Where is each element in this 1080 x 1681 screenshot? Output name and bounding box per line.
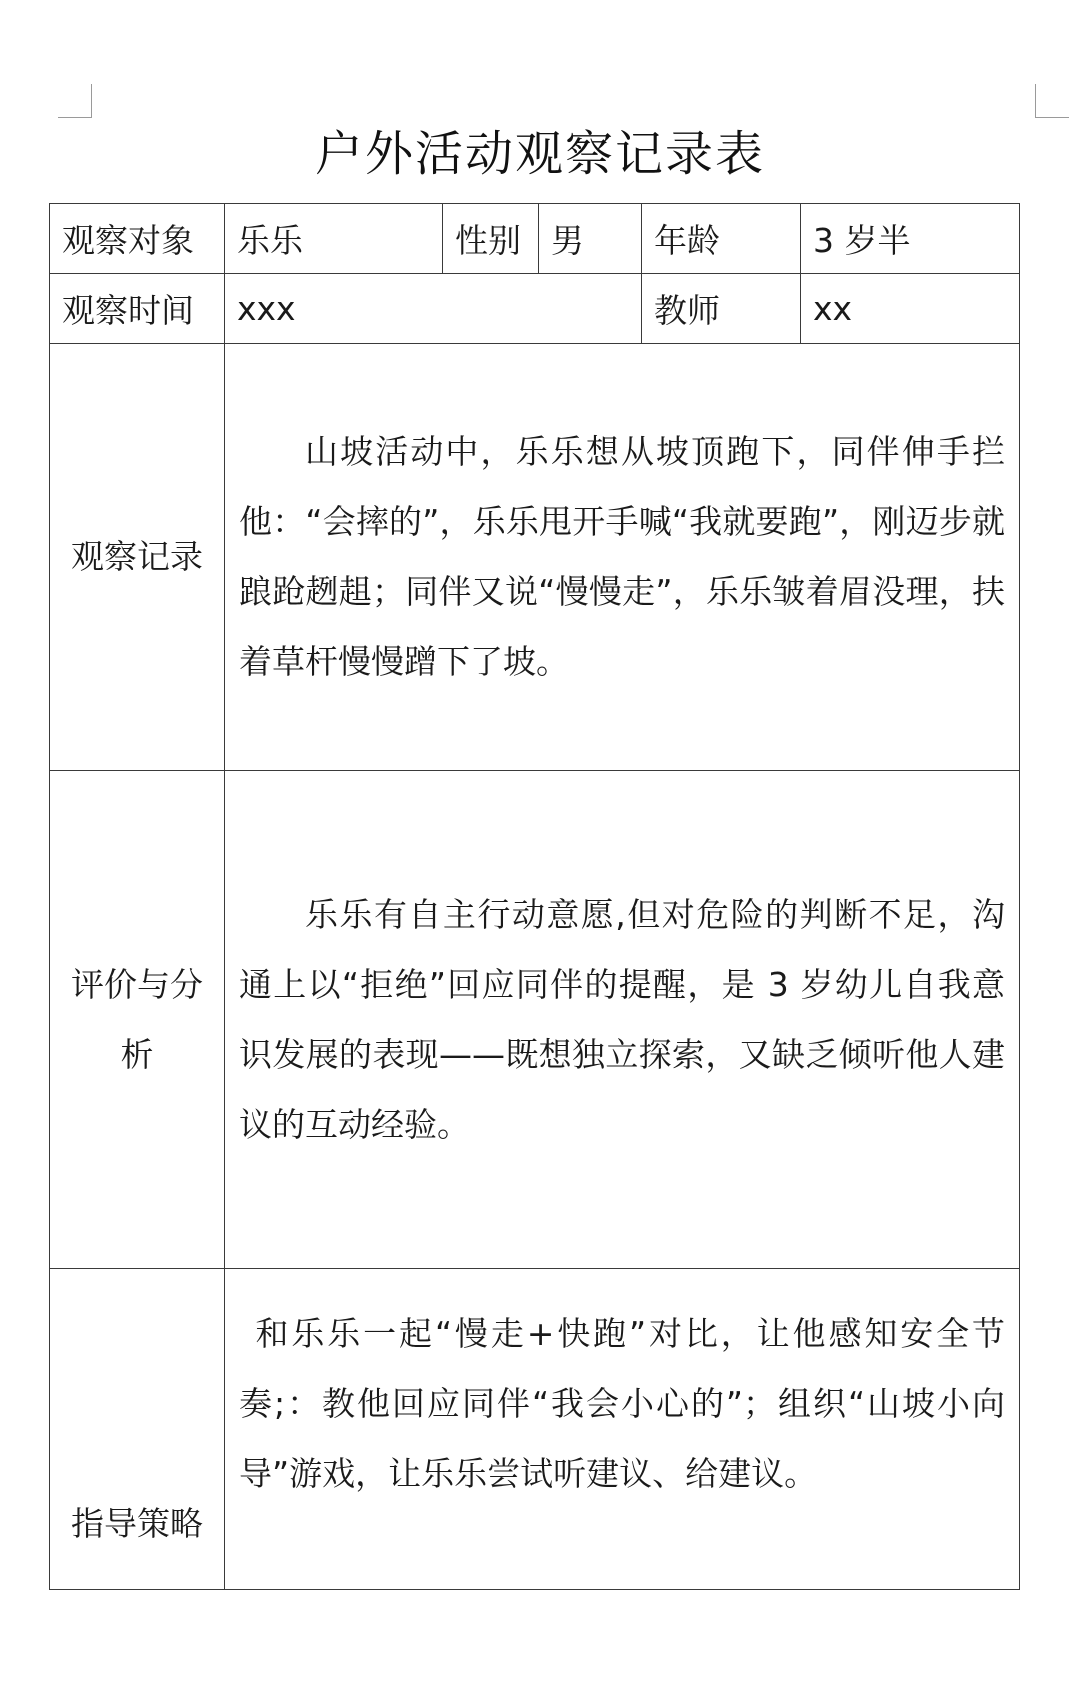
header-row-1 xyxy=(50,204,1020,274)
teacher-label: 教师 xyxy=(642,274,801,344)
time-label: 观察时间 xyxy=(50,274,225,344)
crop-mark-top-left xyxy=(58,84,92,118)
analysis-row xyxy=(50,771,1020,1269)
teacher-value: xx xyxy=(801,274,1020,344)
age-value: 3 岁半 xyxy=(801,204,1020,274)
page-title: 户外活动观察记录表 xyxy=(314,126,765,182)
record-cell xyxy=(225,344,1020,771)
strategy-label: 指导策略 xyxy=(50,1269,225,1590)
analysis-cell xyxy=(225,771,1020,1269)
observation-form-table xyxy=(49,203,1020,1590)
strategy-row xyxy=(50,1269,1020,1590)
strategy-cell xyxy=(225,1269,1020,1590)
record-row xyxy=(50,344,1020,771)
crop-mark-top-right xyxy=(1035,84,1069,118)
analysis-text: 乐乐有自主行动意愿,但对危险的判断不足，沟通上以“拒绝”回应同伴的提醒，是 3 岁幼儿自我意识发展的表现——既想独立探索，又缺乏倾听他人建议的互动经验。 xyxy=(239,894,1005,1144)
strategy-text: 和乐乐一起“慢走+快跑”对比，让他感知安全节奏;：教他回应同伴“我会小心的”；组织“山坡小向导”游戏，让乐乐尝试听建议、给建议。 xyxy=(239,1314,1005,1493)
header-row-2 xyxy=(50,274,1020,344)
analysis-label: 评价与分析 xyxy=(50,771,225,1269)
record-label: 观察记录 xyxy=(50,344,225,771)
subject-label: 观察对象 xyxy=(50,204,225,274)
age-label: 年龄 xyxy=(642,204,801,274)
gender-label: 性别 xyxy=(443,204,539,274)
subject-value: 乐乐 xyxy=(225,204,443,274)
gender-value: 男 xyxy=(539,204,642,274)
record-text: 山坡活动中，乐乐想从坡顶跑下，同伴伸手拦他：“会摔的”，乐乐甩开手喊“我就要跑”，刚迈步就踉跄趔趄；同伴又说“慢慢走”，乐乐皱着眉没理，扶着草杆慢慢蹭下了坡。 xyxy=(239,432,1005,681)
time-value: xxx xyxy=(225,274,642,344)
